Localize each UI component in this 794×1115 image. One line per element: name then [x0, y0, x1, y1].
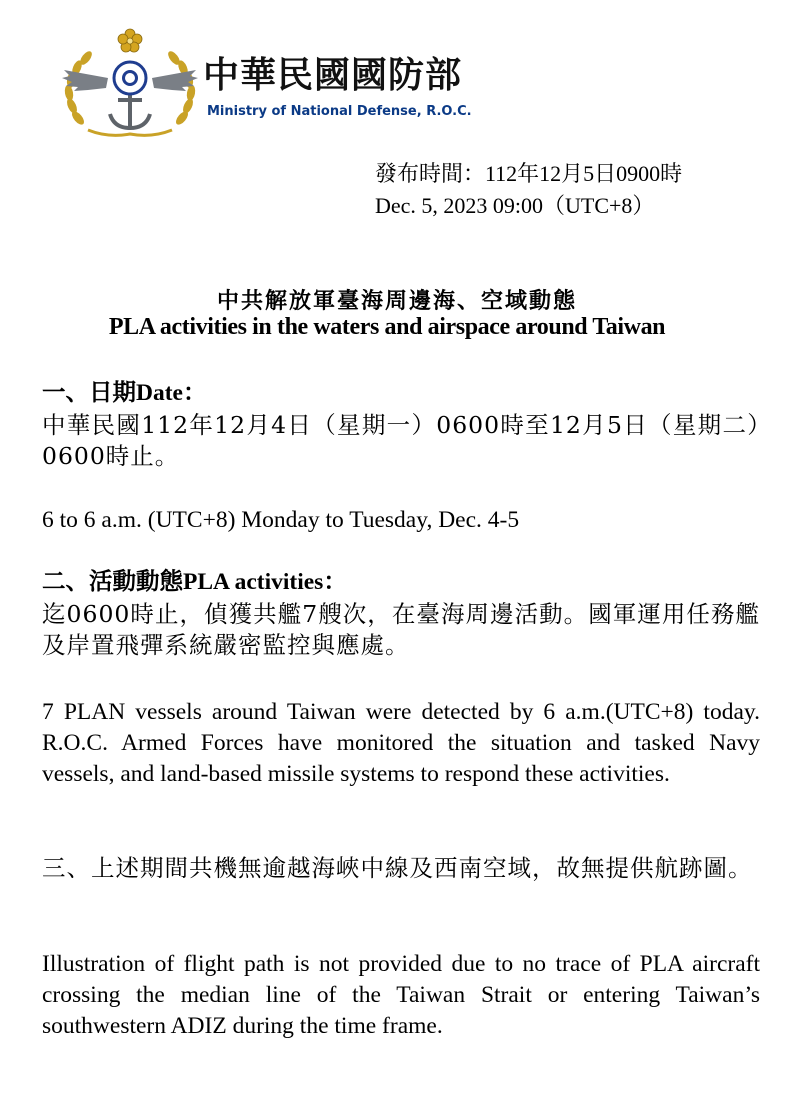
activities-section-heading: 二、活動動態PLA activities：	[42, 569, 347, 595]
flight-path-note-english: Illustration of flight path is not provided due to no trace of PLA aircraft crossing the median line of the Taiwan Strait or entering Taiwan’s southwestern ADIZ during the time frame.	[42, 951, 760, 1039]
anchor-icon	[110, 90, 150, 128]
document-title-chinese: 中共解放軍臺海周邊海、空域動態	[216, 289, 577, 314]
activities-section-body-english: 7 PLAN vessels around Taiwan were detected by 6 a.m.(UTC+8) today. R.O.C. Armed Forces have monitored the situation and tasked Navy vessels, and land-based missile systems to respond these activities.	[42, 699, 760, 787]
release-time-chinese: 發布時間：112年12月5日0900時	[375, 161, 683, 186]
ministry-emblem-logo	[58, 26, 202, 140]
date-section-heading: 一、日期Date：	[42, 380, 207, 406]
activities-section-body-chinese: 迄0600時止，偵獲共艦7艘次，在臺海周邊活動。國軍運用任務艦及岸置飛彈系統嚴密監控與應處。	[42, 600, 760, 659]
flight-path-note-chinese: 三、上述期間共機無逾越海峽中線及西南空域，故無提供航跡圖。	[42, 854, 753, 882]
document-title-english: PLA activities in the waters and airspace around Taiwan	[108, 314, 666, 340]
release-time	[375, 158, 682, 222]
date-section-body-english: 6 to 6 a.m. (UTC+8) Monday to Tuesday, Dec. 4-5	[42, 507, 520, 533]
date-section-body-chinese: 中華民國112年12月4日（星期一）0600時至12月5日（星期二）0600時止。	[42, 411, 760, 470]
sun-emblem-icon	[114, 62, 146, 94]
plum-blossom-icon	[118, 29, 142, 52]
ministry-name-english: Ministry of National Defense, R.O.C.	[207, 104, 472, 119]
release-time-english: Dec. 5, 2023 09:00（UTC+8）	[375, 193, 655, 218]
ministry-name-chinese: 中華民國國防部	[203, 55, 463, 96]
